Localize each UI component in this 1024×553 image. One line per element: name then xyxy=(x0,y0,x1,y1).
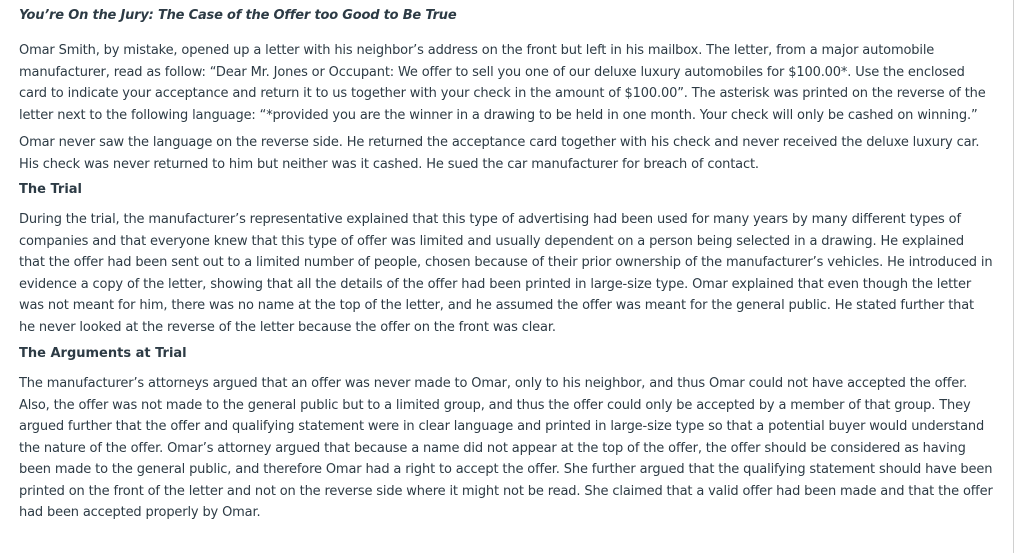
paragraph-outcome: Omar never saw the language on the reverse side. He returned the acceptance card together with his check and never received the deluxe luxury car. His check was never returned to him but neither was it cashed. He sued the car manufacturer for breach of contact. xyxy=(19,135,980,172)
paragraph-arguments: The manufacturer’s attorneys argued that an offer was never made to Omar, only to his neighbor, and thus Omar could not have accepted the offer. Also, the offer was not made to the general public but to a limited group, and thus the offer could only be accepted by a member of that group. They argued further that the offer and qualifying statement were in clear language and printed in large-size type so that a potential buyer would understand the nature of the offer. Omar’s attorney argued that because a name did not appear at the top of the offer, the offer should be considered as having been made to the general public, and therefore Omar had a right to accept the offer. She further argued that the qualifying statement should have been printed on the front of the letter and not on the reverse side where it might not be read. She claimed that a valid offer had been made and that the offer had been accepted properly by Omar. xyxy=(19,376,993,520)
document-title: You’re On the Jury: The Case of the Offer too Good to Be True xyxy=(19,8,457,23)
heading-the-trial: The Trial xyxy=(19,182,83,197)
paragraph-trial: During the trial, the manufacturer’s representative explained that this type of advertising had been used for many years by many different types of companies and that everyone knew that this type of offer was limited and usually dependent on a person being selected in a drawing. He explained that the offer had been sent out to a limited number of people, chosen because of their prior ownership of the manufacturer’s vehicles. He introduced in evidence a copy of the letter, showing that all the details of the offer had been printed in large-size type. Omar explained that even though the letter was not meant for him, there was no name at the top of the letter, and he assumed the offer was meant for the general public. He stated further that he never looked at the reverse of the letter because the offer on the front was clear. xyxy=(19,212,993,335)
paragraph-letter: Omar Smith, by mistake, opened up a letter with his neighbor’s address on the front but left in his mailbox. The letter, from a major automobile manufacturer, read as follow: “Dear Mr. Jones or Occupant: We offer to sell you one of our deluxe luxury automobiles for $100.00*. Use the enclosed card to indicate your acceptance and return it to us together with your check in the amount of $100.00”. The asterisk was printed on the reverse of the letter next to the following language: “*provided you are the winner in a drawing to be held in one month. Your check will only be cashed on winning.” xyxy=(19,43,986,123)
heading-arguments-at-trial: The Arguments at Trial xyxy=(19,346,187,361)
